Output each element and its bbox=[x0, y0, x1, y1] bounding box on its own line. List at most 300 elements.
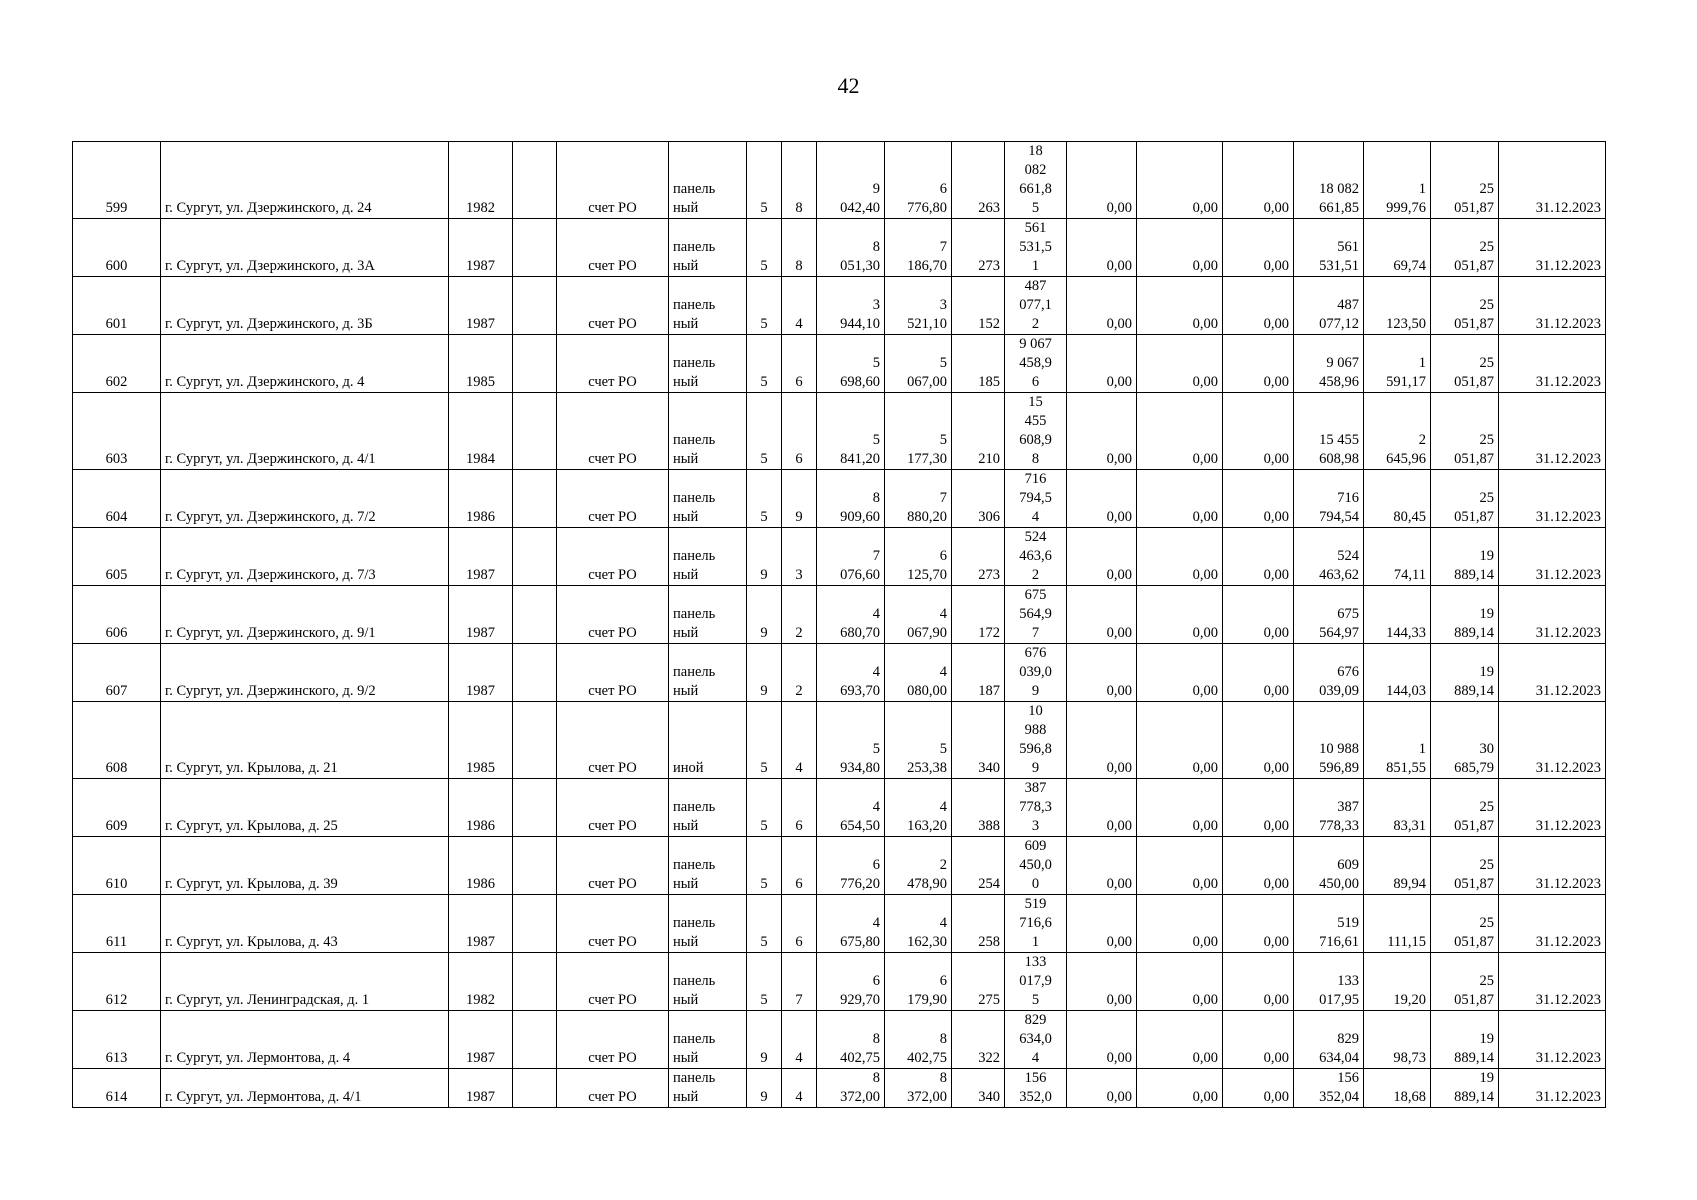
total-area-cell: 5 841,20 bbox=[817, 393, 885, 470]
blank-cell bbox=[513, 702, 557, 779]
value-3-cell: 0,00 bbox=[1223, 779, 1294, 837]
wall-material-cell: панель ный bbox=[669, 895, 747, 953]
value-2-cell: 0,00 bbox=[1137, 393, 1223, 470]
residents-cell: 340 bbox=[952, 1069, 1005, 1108]
value-5-cell: 1 999,76 bbox=[1364, 142, 1431, 219]
floors-cell: 9 bbox=[747, 644, 782, 702]
account-cell: счет РО bbox=[557, 470, 669, 528]
value-4-cell: 387 778,33 bbox=[1294, 779, 1364, 837]
address-cell: г. Сургут, ул. Дзержинского, д. 7/2 bbox=[161, 470, 449, 528]
value-3-cell: 0,00 bbox=[1223, 277, 1294, 335]
total-area-cell: 4 654,50 bbox=[817, 779, 885, 837]
floors-cell: 5 bbox=[747, 277, 782, 335]
entrances-cell: 6 bbox=[782, 779, 817, 837]
value-1-cell: 0,00 bbox=[1067, 470, 1137, 528]
living-area-cell: 5 177,30 bbox=[885, 393, 952, 470]
value-4-cell: 18 082 661,85 bbox=[1294, 142, 1364, 219]
row-number: 612 bbox=[73, 953, 161, 1011]
total-cost-cell: 15 455 608,9 8 bbox=[1005, 393, 1067, 470]
row-number: 603 bbox=[73, 393, 161, 470]
date-cell: 31.12.2023 bbox=[1499, 837, 1606, 895]
address-cell: г. Сургут, ул. Лермонтова, д. 4/1 bbox=[161, 1069, 449, 1108]
table-row bbox=[73, 586, 1606, 644]
date-cell: 31.12.2023 bbox=[1499, 1069, 1606, 1108]
value-5-cell: 123,50 bbox=[1364, 277, 1431, 335]
row-number: 600 bbox=[73, 219, 161, 277]
account-cell: счет РО bbox=[557, 1011, 669, 1069]
value-2-cell: 0,00 bbox=[1137, 779, 1223, 837]
value-6-cell: 25 051,87 bbox=[1431, 393, 1499, 470]
value-4-cell: 561 531,51 bbox=[1294, 219, 1364, 277]
row-number: 609 bbox=[73, 779, 161, 837]
value-1-cell: 0,00 bbox=[1067, 1011, 1137, 1069]
value-1-cell: 0,00 bbox=[1067, 837, 1137, 895]
value-2-cell: 0,00 bbox=[1137, 528, 1223, 586]
table-row bbox=[73, 219, 1606, 277]
living-area-cell: 5 253,38 bbox=[885, 702, 952, 779]
total-area-cell: 6 929,70 bbox=[817, 953, 885, 1011]
value-4-cell: 487 077,12 bbox=[1294, 277, 1364, 335]
living-area-cell: 4 080,00 bbox=[885, 644, 952, 702]
wall-material-cell: панель ный bbox=[669, 393, 747, 470]
wall-material-cell: панель ный bbox=[669, 953, 747, 1011]
total-area-cell: 4 675,80 bbox=[817, 895, 885, 953]
year-cell: 1982 bbox=[449, 142, 513, 219]
wall-material-cell: иной bbox=[669, 702, 747, 779]
residents-cell: 306 bbox=[952, 470, 1005, 528]
value-5-cell: 98,73 bbox=[1364, 1011, 1431, 1069]
total-area-cell: 4 680,70 bbox=[817, 586, 885, 644]
date-cell: 31.12.2023 bbox=[1499, 277, 1606, 335]
living-area-cell: 4 067,90 bbox=[885, 586, 952, 644]
blank-cell bbox=[513, 393, 557, 470]
address-cell: г. Сургут, ул. Лермонтова, д. 4 bbox=[161, 1011, 449, 1069]
value-1-cell: 0,00 bbox=[1067, 335, 1137, 393]
account-cell: счет РО bbox=[557, 335, 669, 393]
entrances-cell: 2 bbox=[782, 586, 817, 644]
living-area-cell: 8 372,00 bbox=[885, 1069, 952, 1108]
total-area-cell: 3 944,10 bbox=[817, 277, 885, 335]
value-1-cell: 0,00 bbox=[1067, 1069, 1137, 1108]
table-row bbox=[73, 837, 1606, 895]
living-area-cell: 6 125,70 bbox=[885, 528, 952, 586]
value-6-cell: 19 889,14 bbox=[1431, 1011, 1499, 1069]
blank-cell bbox=[513, 1069, 557, 1108]
total-area-cell: 5 934,80 bbox=[817, 702, 885, 779]
table-row bbox=[73, 277, 1606, 335]
blank-cell bbox=[513, 895, 557, 953]
account-cell: счет РО bbox=[557, 953, 669, 1011]
account-cell: счет РО bbox=[557, 528, 669, 586]
value-3-cell: 0,00 bbox=[1223, 586, 1294, 644]
entrances-cell: 8 bbox=[782, 142, 817, 219]
value-2-cell: 0,00 bbox=[1137, 837, 1223, 895]
total-area-cell: 8 402,75 bbox=[817, 1011, 885, 1069]
floors-cell: 5 bbox=[747, 837, 782, 895]
row-number: 607 bbox=[73, 644, 161, 702]
account-cell: счет РО bbox=[557, 277, 669, 335]
wall-material-cell: панель ный bbox=[669, 644, 747, 702]
account-cell: счет РО bbox=[557, 393, 669, 470]
address-cell: г. Сургут, ул. Дзержинского, д. 4 bbox=[161, 335, 449, 393]
address-cell: г. Сургут, ул. Дзержинского, д. 3А bbox=[161, 219, 449, 277]
value-2-cell: 0,00 bbox=[1137, 586, 1223, 644]
address-cell: г. Сургут, ул. Дзержинского, д. 9/1 bbox=[161, 586, 449, 644]
address-cell: г. Сургут, ул. Ленинградская, д. 1 bbox=[161, 953, 449, 1011]
account-cell: счет РО bbox=[557, 895, 669, 953]
date-cell: 31.12.2023 bbox=[1499, 644, 1606, 702]
living-area-cell: 7 186,70 bbox=[885, 219, 952, 277]
date-cell: 31.12.2023 bbox=[1499, 702, 1606, 779]
value-6-cell: 25 051,87 bbox=[1431, 953, 1499, 1011]
value-3-cell: 0,00 bbox=[1223, 219, 1294, 277]
table-row bbox=[73, 393, 1606, 470]
value-6-cell: 30 685,79 bbox=[1431, 702, 1499, 779]
total-area-cell: 4 693,70 bbox=[817, 644, 885, 702]
value-5-cell: 19,20 bbox=[1364, 953, 1431, 1011]
value-4-cell: 10 988 596,89 bbox=[1294, 702, 1364, 779]
value-3-cell: 0,00 bbox=[1223, 895, 1294, 953]
table-row bbox=[73, 702, 1606, 779]
address-cell: г. Сургут, ул. Дзержинского, д. 24 bbox=[161, 142, 449, 219]
wall-material-cell: панель ный bbox=[669, 837, 747, 895]
value-2-cell: 0,00 bbox=[1137, 644, 1223, 702]
table-row bbox=[73, 779, 1606, 837]
floors-cell: 9 bbox=[747, 586, 782, 644]
value-6-cell: 25 051,87 bbox=[1431, 219, 1499, 277]
value-4-cell: 676 039,09 bbox=[1294, 644, 1364, 702]
year-cell: 1987 bbox=[449, 528, 513, 586]
value-4-cell: 156 352,04 bbox=[1294, 1069, 1364, 1108]
value-3-cell: 0,00 bbox=[1223, 644, 1294, 702]
living-area-cell: 8 402,75 bbox=[885, 1011, 952, 1069]
entrances-cell: 4 bbox=[782, 702, 817, 779]
value-6-cell: 25 051,87 bbox=[1431, 470, 1499, 528]
entrances-cell: 6 bbox=[782, 895, 817, 953]
residents-cell: 263 bbox=[952, 142, 1005, 219]
date-cell: 31.12.2023 bbox=[1499, 528, 1606, 586]
table-row bbox=[73, 644, 1606, 702]
entrances-cell: 6 bbox=[782, 393, 817, 470]
living-area-cell: 4 163,20 bbox=[885, 779, 952, 837]
wall-material-cell: панель ный bbox=[669, 586, 747, 644]
row-number: 601 bbox=[73, 277, 161, 335]
total-cost-cell: 609 450,0 0 bbox=[1005, 837, 1067, 895]
table-row bbox=[73, 335, 1606, 393]
value-5-cell: 74,11 bbox=[1364, 528, 1431, 586]
value-1-cell: 0,00 bbox=[1067, 219, 1137, 277]
value-6-cell: 25 051,87 bbox=[1431, 335, 1499, 393]
residents-cell: 340 bbox=[952, 702, 1005, 779]
date-cell: 31.12.2023 bbox=[1499, 470, 1606, 528]
total-cost-cell: 9 067 458,9 6 bbox=[1005, 335, 1067, 393]
total-cost-cell: 519 716,6 1 bbox=[1005, 895, 1067, 953]
residents-cell: 258 bbox=[952, 895, 1005, 953]
entrances-cell: 6 bbox=[782, 335, 817, 393]
total-cost-cell: 133 017,9 5 bbox=[1005, 953, 1067, 1011]
wall-material-cell: панель ный bbox=[669, 779, 747, 837]
value-5-cell: 111,15 bbox=[1364, 895, 1431, 953]
value-3-cell: 0,00 bbox=[1223, 702, 1294, 779]
value-6-cell: 25 051,87 bbox=[1431, 837, 1499, 895]
entrances-cell: 7 bbox=[782, 953, 817, 1011]
residents-cell: 388 bbox=[952, 779, 1005, 837]
blank-cell bbox=[513, 219, 557, 277]
entrances-cell: 4 bbox=[782, 277, 817, 335]
date-cell: 31.12.2023 bbox=[1499, 895, 1606, 953]
total-cost-cell: 487 077,1 2 bbox=[1005, 277, 1067, 335]
total-area-cell: 8 051,30 bbox=[817, 219, 885, 277]
year-cell: 1986 bbox=[449, 837, 513, 895]
value-5-cell: 89,94 bbox=[1364, 837, 1431, 895]
total-area-cell: 8 372,00 bbox=[817, 1069, 885, 1108]
living-area-cell: 6 179,90 bbox=[885, 953, 952, 1011]
table-body bbox=[73, 142, 1606, 1108]
total-cost-cell: 387 778,3 3 bbox=[1005, 779, 1067, 837]
year-cell: 1987 bbox=[449, 586, 513, 644]
year-cell: 1987 bbox=[449, 1069, 513, 1108]
row-number: 606 bbox=[73, 586, 161, 644]
value-4-cell: 133 017,95 bbox=[1294, 953, 1364, 1011]
value-4-cell: 609 450,00 bbox=[1294, 837, 1364, 895]
value-4-cell: 15 455 608,98 bbox=[1294, 393, 1364, 470]
value-5-cell: 144,33 bbox=[1364, 586, 1431, 644]
total-area-cell: 9 042,40 bbox=[817, 142, 885, 219]
total-cost-cell: 716 794,5 4 bbox=[1005, 470, 1067, 528]
row-number: 602 bbox=[73, 335, 161, 393]
value-1-cell: 0,00 bbox=[1067, 393, 1137, 470]
entrances-cell: 3 bbox=[782, 528, 817, 586]
blank-cell bbox=[513, 644, 557, 702]
account-cell: счет РО bbox=[557, 142, 669, 219]
year-cell: 1986 bbox=[449, 470, 513, 528]
value-1-cell: 0,00 bbox=[1067, 586, 1137, 644]
table-row bbox=[73, 1069, 1606, 1108]
address-cell: г. Сургут, ул. Крылова, д. 25 bbox=[161, 779, 449, 837]
row-number: 614 bbox=[73, 1069, 161, 1108]
total-area-cell: 5 698,60 bbox=[817, 335, 885, 393]
row-number: 611 bbox=[73, 895, 161, 953]
value-6-cell: 25 051,87 bbox=[1431, 277, 1499, 335]
blank-cell bbox=[513, 779, 557, 837]
page-number: 42 bbox=[837, 73, 860, 98]
value-2-cell: 0,00 bbox=[1137, 277, 1223, 335]
date-cell: 31.12.2023 bbox=[1499, 1011, 1606, 1069]
value-5-cell: 69,74 bbox=[1364, 219, 1431, 277]
total-area-cell: 7 076,60 bbox=[817, 528, 885, 586]
value-3-cell: 0,00 bbox=[1223, 335, 1294, 393]
wall-material-cell: панель ный bbox=[669, 142, 747, 219]
value-3-cell: 0,00 bbox=[1223, 953, 1294, 1011]
address-cell: г. Сургут, ул. Дзержинского, д. 3Б bbox=[161, 277, 449, 335]
residents-cell: 254 bbox=[952, 837, 1005, 895]
residents-cell: 152 bbox=[952, 277, 1005, 335]
living-area-cell: 7 880,20 bbox=[885, 470, 952, 528]
row-number: 604 bbox=[73, 470, 161, 528]
living-area-cell: 3 521,10 bbox=[885, 277, 952, 335]
value-1-cell: 0,00 bbox=[1067, 142, 1137, 219]
date-cell: 31.12.2023 bbox=[1499, 779, 1606, 837]
account-cell: счет РО bbox=[557, 644, 669, 702]
account-cell: счет РО bbox=[557, 219, 669, 277]
value-3-cell: 0,00 bbox=[1223, 837, 1294, 895]
wall-material-cell: панель ный bbox=[669, 528, 747, 586]
address-cell: г. Сургут, ул. Крылова, д. 43 bbox=[161, 895, 449, 953]
value-1-cell: 0,00 bbox=[1067, 528, 1137, 586]
value-1-cell: 0,00 bbox=[1067, 702, 1137, 779]
year-cell: 1987 bbox=[449, 644, 513, 702]
date-cell: 31.12.2023 bbox=[1499, 586, 1606, 644]
year-cell: 1987 bbox=[449, 219, 513, 277]
year-cell: 1986 bbox=[449, 779, 513, 837]
value-2-cell: 0,00 bbox=[1137, 702, 1223, 779]
value-5-cell: 80,45 bbox=[1364, 470, 1431, 528]
wall-material-cell: панель ный bbox=[669, 1069, 747, 1108]
entrances-cell: 9 bbox=[782, 470, 817, 528]
floors-cell: 5 bbox=[747, 895, 782, 953]
entrances-cell: 4 bbox=[782, 1011, 817, 1069]
account-cell: счет РО bbox=[557, 586, 669, 644]
value-5-cell: 1 591,17 bbox=[1364, 335, 1431, 393]
value-2-cell: 0,00 bbox=[1137, 1069, 1223, 1108]
value-4-cell: 829 634,04 bbox=[1294, 1011, 1364, 1069]
value-6-cell: 25 051,87 bbox=[1431, 895, 1499, 953]
value-4-cell: 9 067 458,96 bbox=[1294, 335, 1364, 393]
value-1-cell: 0,00 bbox=[1067, 779, 1137, 837]
value-2-cell: 0,00 bbox=[1137, 219, 1223, 277]
residents-cell: 275 bbox=[952, 953, 1005, 1011]
date-cell: 31.12.2023 bbox=[1499, 335, 1606, 393]
living-area-cell: 2 478,90 bbox=[885, 837, 952, 895]
total-cost-cell: 676 039,0 9 bbox=[1005, 644, 1067, 702]
total-cost-cell: 524 463,6 2 bbox=[1005, 528, 1067, 586]
value-3-cell: 0,00 bbox=[1223, 1069, 1294, 1108]
date-cell: 31.12.2023 bbox=[1499, 393, 1606, 470]
value-6-cell: 19 889,14 bbox=[1431, 586, 1499, 644]
value-6-cell: 19 889,14 bbox=[1431, 644, 1499, 702]
account-cell: счет РО bbox=[557, 702, 669, 779]
value-3-cell: 0,00 bbox=[1223, 142, 1294, 219]
value-2-cell: 0,00 bbox=[1137, 895, 1223, 953]
blank-cell bbox=[513, 586, 557, 644]
account-cell: счет РО bbox=[557, 779, 669, 837]
value-2-cell: 0,00 bbox=[1137, 142, 1223, 219]
total-cost-cell: 829 634,0 4 bbox=[1005, 1011, 1067, 1069]
year-cell: 1987 bbox=[449, 895, 513, 953]
year-cell: 1985 bbox=[449, 702, 513, 779]
blank-cell bbox=[513, 470, 557, 528]
date-cell: 31.12.2023 bbox=[1499, 219, 1606, 277]
year-cell: 1987 bbox=[449, 277, 513, 335]
address-cell: г. Сургут, ул. Дзержинского, д. 9/2 bbox=[161, 644, 449, 702]
account-cell: счет РО bbox=[557, 837, 669, 895]
blank-cell bbox=[513, 528, 557, 586]
value-1-cell: 0,00 bbox=[1067, 277, 1137, 335]
value-2-cell: 0,00 bbox=[1137, 1011, 1223, 1069]
floors-cell: 5 bbox=[747, 953, 782, 1011]
row-number: 605 bbox=[73, 528, 161, 586]
value-1-cell: 0,00 bbox=[1067, 953, 1137, 1011]
value-1-cell: 0,00 bbox=[1067, 644, 1137, 702]
wall-material-cell: панель ный bbox=[669, 1011, 747, 1069]
value-5-cell: 83,31 bbox=[1364, 779, 1431, 837]
wall-material-cell: панель ный bbox=[669, 335, 747, 393]
floors-cell: 9 bbox=[747, 1011, 782, 1069]
blank-cell bbox=[513, 277, 557, 335]
address-cell: г. Сургут, ул. Крылова, д. 21 bbox=[161, 702, 449, 779]
blank-cell bbox=[513, 335, 557, 393]
value-1-cell: 0,00 bbox=[1067, 895, 1137, 953]
address-cell: г. Сургут, ул. Дзержинского, д. 4/1 bbox=[161, 393, 449, 470]
row-number: 610 bbox=[73, 837, 161, 895]
living-area-cell: 5 067,00 bbox=[885, 335, 952, 393]
table-row bbox=[73, 528, 1606, 586]
living-area-cell: 4 162,30 bbox=[885, 895, 952, 953]
table-row bbox=[73, 142, 1606, 219]
entrances-cell: 8 bbox=[782, 219, 817, 277]
blank-cell bbox=[513, 953, 557, 1011]
year-cell: 1984 bbox=[449, 393, 513, 470]
value-4-cell: 675 564,97 bbox=[1294, 586, 1364, 644]
residents-cell: 172 bbox=[952, 586, 1005, 644]
value-2-cell: 0,00 bbox=[1137, 470, 1223, 528]
floors-cell: 5 bbox=[747, 470, 782, 528]
value-3-cell: 0,00 bbox=[1223, 470, 1294, 528]
value-6-cell: 19 889,14 bbox=[1431, 528, 1499, 586]
value-4-cell: 519 716,61 bbox=[1294, 895, 1364, 953]
value-3-cell: 0,00 bbox=[1223, 393, 1294, 470]
total-cost-cell: 18 082 661,8 5 bbox=[1005, 142, 1067, 219]
value-5-cell: 18,68 bbox=[1364, 1069, 1431, 1108]
living-area-cell: 6 776,80 bbox=[885, 142, 952, 219]
floors-cell: 5 bbox=[747, 702, 782, 779]
value-5-cell: 144,03 bbox=[1364, 644, 1431, 702]
account-cell: счет РО bbox=[557, 1069, 669, 1108]
residents-cell: 273 bbox=[952, 528, 1005, 586]
value-3-cell: 0,00 bbox=[1223, 528, 1294, 586]
floors-cell: 5 bbox=[747, 219, 782, 277]
value-3-cell: 0,00 bbox=[1223, 1011, 1294, 1069]
total-cost-cell: 156 352,0 bbox=[1005, 1069, 1067, 1108]
housing-registry-table bbox=[72, 141, 1606, 1108]
table-row bbox=[73, 470, 1606, 528]
total-area-cell: 8 909,60 bbox=[817, 470, 885, 528]
address-cell: г. Сургут, ул. Крылова, д. 39 bbox=[161, 837, 449, 895]
row-number: 599 bbox=[73, 142, 161, 219]
row-number: 613 bbox=[73, 1011, 161, 1069]
entrances-cell: 4 bbox=[782, 1069, 817, 1108]
residents-cell: 273 bbox=[952, 219, 1005, 277]
residents-cell: 210 bbox=[952, 393, 1005, 470]
floors-cell: 9 bbox=[747, 528, 782, 586]
floors-cell: 5 bbox=[747, 142, 782, 219]
value-2-cell: 0,00 bbox=[1137, 335, 1223, 393]
value-6-cell: 25 051,87 bbox=[1431, 142, 1499, 219]
row-number: 608 bbox=[73, 702, 161, 779]
value-4-cell: 524 463,62 bbox=[1294, 528, 1364, 586]
wall-material-cell: панель ный bbox=[669, 470, 747, 528]
entrances-cell: 6 bbox=[782, 837, 817, 895]
value-2-cell: 0,00 bbox=[1137, 953, 1223, 1011]
total-area-cell: 6 776,20 bbox=[817, 837, 885, 895]
residents-cell: 185 bbox=[952, 335, 1005, 393]
year-cell: 1985 bbox=[449, 335, 513, 393]
floors-cell: 5 bbox=[747, 779, 782, 837]
year-cell: 1987 bbox=[449, 1011, 513, 1069]
total-cost-cell: 10 988 596,8 9 bbox=[1005, 702, 1067, 779]
blank-cell bbox=[513, 1011, 557, 1069]
wall-material-cell: панель ный bbox=[669, 277, 747, 335]
